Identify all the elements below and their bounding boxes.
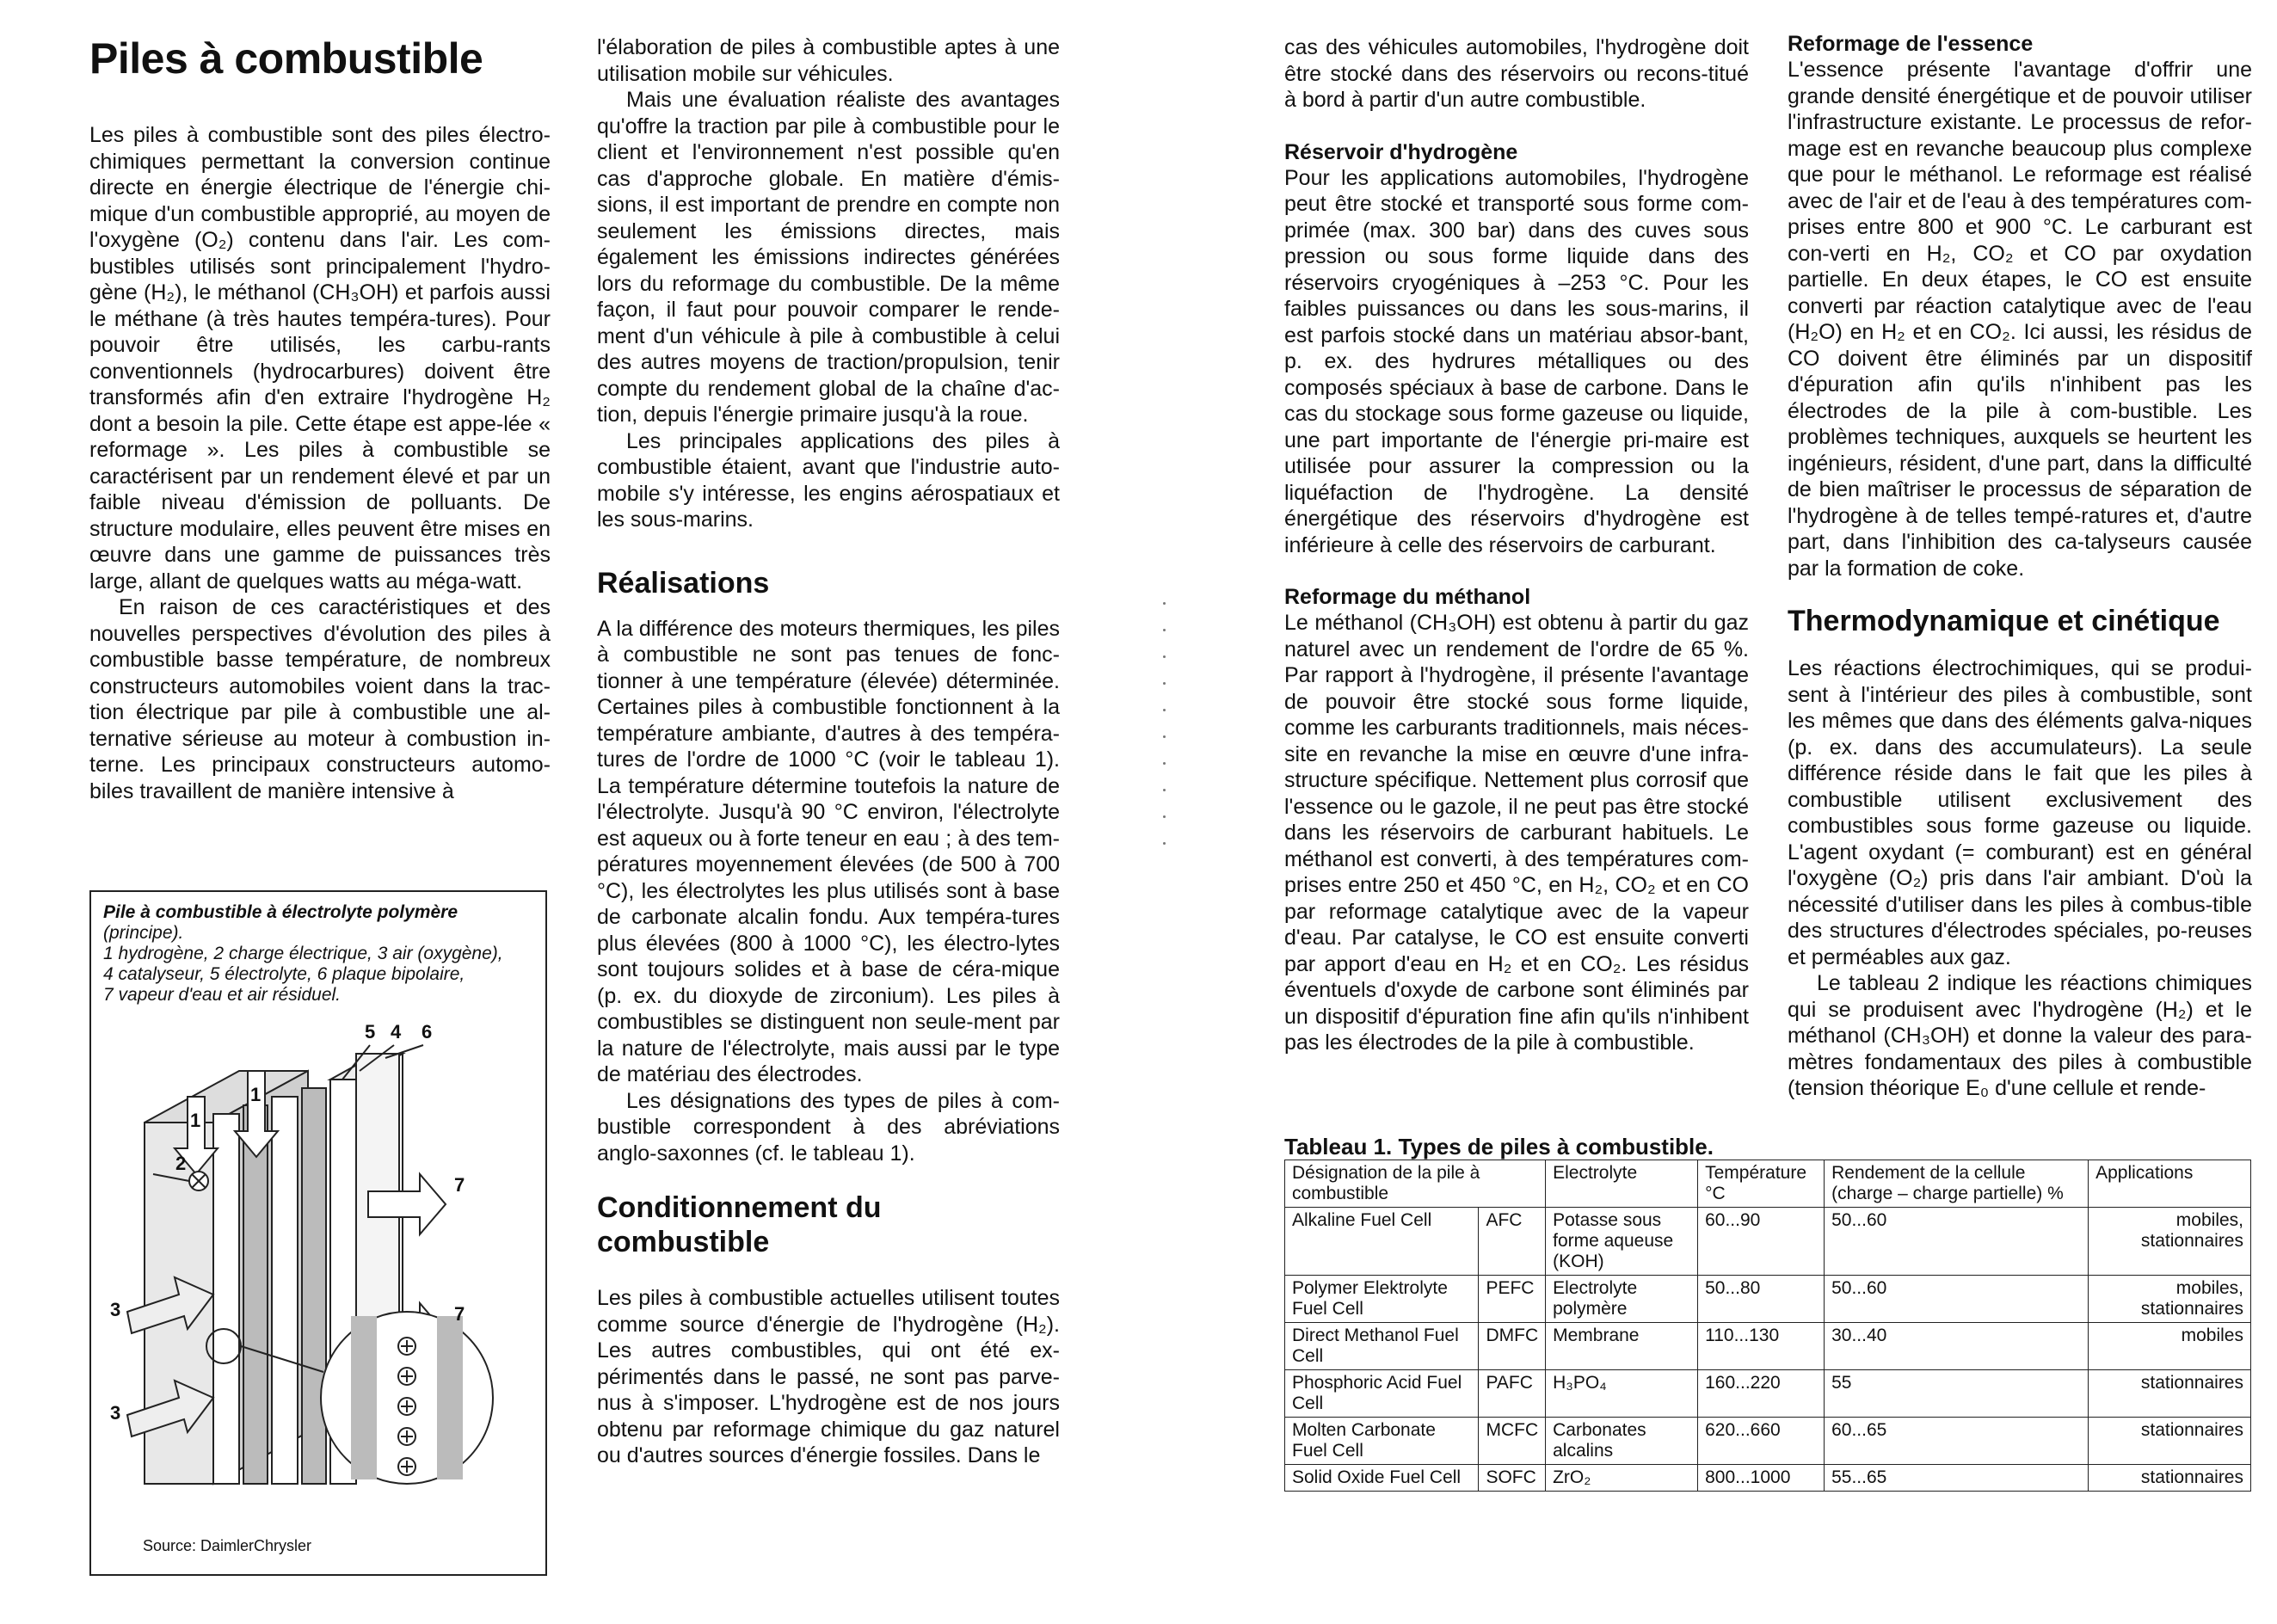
table-cell: Membrane <box>1546 1323 1698 1370</box>
table-cell: Molten Carbonate Fuel Cell <box>1285 1418 1479 1465</box>
left-column-1 <box>89 34 551 804</box>
section-heading-thermo: Thermodynamique et cinétique <box>1788 605 2220 637</box>
diagram-label: 5 <box>365 1021 376 1043</box>
diagram-label: 7 <box>454 1303 465 1325</box>
table-cell: mobiles <box>2089 1323 2251 1370</box>
diagram-label: 1 <box>250 1084 262 1105</box>
paragraph: Les désignations des types de piles à com-bustible correspondent à des abréviations anglo-saxonnes (cf. le tableau 1). <box>597 1088 1060 1166</box>
paragraph: l'élaboration de piles à combustible aptes à une utilisation mobile sur véhicules. <box>597 35 1060 86</box>
diagram-label: 7 <box>454 1174 465 1196</box>
table-row <box>1285 1276 2251 1323</box>
subheading-essence: Reformage de l'essence <box>1788 32 2034 56</box>
paragraph: A la différence des moteurs thermiques, les piles à combustible ne sont pas tenues de fonc-tionner à une température (élevée) déterminée. Certaines piles à combustible fonctionnent à la température ambiante, d'autres à des tempéra-tures de l'ordre de 1000 °C (voir le tableau 1). La température détermine toutefois la nature de l'électrolyte. Jusqu'à 90 °C environ, l'électrolyte est aqueux ou à forte teneur en eau ; à des tem-pératures moyennement élevées (de 500 à 700 °C), les électrolytes les plus utilisés sont à base de carbonate alcalin fondu. Aux tempéra-tures plus élevées (800 à 1000 °C), les électro-lytes sont toujours solides et à base de céra-mique (p. ex. du dioxyde de zirconium). Les piles à combustibles se distinguent non seule-ment par la nature de l'électrolyte, mais aussi par le type de matériau des électrodes. <box>597 616 1060 1086</box>
left-column-2 <box>597 34 1060 1469</box>
right-column-1 <box>1284 34 1749 1056</box>
paragraph: cas des véhicules automobiles, l'hydrogène doit être stocké dans des réservoirs ou recons-titué à bord à partir d'un autre combustible. <box>1284 35 1749 112</box>
table-cell: 50...60 <box>1825 1276 2089 1323</box>
table-header: Electrolyte <box>1546 1160 1698 1208</box>
paragraph: Mais une évaluation réaliste des avantages qu'offre la traction par pile à combustible pour le client et l'environnement n'est possible qu'en cas d'approche globale. En matière d'émis-sions, il est important de prendre en compte non seulement les émissions directes, mais également les émissions indirectes générées lors du reformage du combustible. De la même façon, il faut pour pouvoir comparer le rende-ment d'un véhicule à pile à combustible à celui des autres moyens de traction/propulsion, tenir compte du rendement global de la chaîne d'ac-tion, depuis l'énergie primaire jusqu'à la roue. <box>597 88 1060 427</box>
paragraph: Les principales applications des piles à combustible étaient, avant que l'industrie auto-mobile s'y intéresse, les engins aérospatiaux et les sous-marins. <box>597 428 1060 532</box>
diagram-label: 3 <box>110 1402 121 1424</box>
table-cell: AFC <box>1479 1208 1546 1276</box>
fuel-cell-diagram <box>93 1019 545 1501</box>
table-cell: stationnaires <box>2089 1418 2251 1465</box>
figure-caption-line: 7 vapeur d'eau et air résiduel. <box>103 985 342 1005</box>
paragraph: Pour les applications automobiles, l'hydrogène peut être stocké et transporté sous forme com-primée (max. 300 bar) dans des cuves sous pression ou sous forme liquide dans des réservoirs cryogéniques à –253 °C. Pour les faibles puissances ou dans les sous-marins, il est parfois stocké dans un matériau absor-bant, p. ex. des hydrures métalliques ou des composés spéciaux à base de carbone. Dans le cas du stockage sous forme gazeuse ou liquide, une part importante de l'énergie pri-maire est utilisée pour assurer la compression ou la liquéfaction de l'hydrogène. La densité énergétique des réservoirs d'hydrogène est inférieure à celle des réservoirs de carburant. <box>1284 165 1749 557</box>
left-page <box>0 0 1138 1624</box>
table-cell: Electrolyte polymère <box>1546 1276 1698 1323</box>
page-title: Piles à combustible <box>89 34 483 83</box>
section-heading-realisations: Réalisations <box>597 566 770 600</box>
figure-caption-line: (principe). <box>103 923 184 943</box>
diagram-label: 2 <box>175 1153 187 1174</box>
table-header: Rendement de la cellule (charge – charge partielle) % <box>1825 1160 2089 1208</box>
table-cell: 60...90 <box>1698 1208 1825 1276</box>
paragraph: L'essence présente l'avantage d'offrir une grande densité énergétique et de pouvoir utiliser l'infrastructure existante. Le processus de refor-mage est en revanche beaucoup plus complexe que pour le méthanol. Le reformage est réalisé avec de l'air et de l'eau à des températures com-prises entre 800 et 900 °C. Le carburant est con-verti en H₂, CO₂ et CO par oxydation partielle. En deux étapes, le CO est ensuite converti par réaction catalytique avec de l'eau (H₂O) en H₂ et en CO₂. Ici aussi, les résidus de CO doivent être éliminés par un dispositif d'épuration afin qu'ils n'inhibent pas les électrodes de la pile à com-bustible. Les problèmes techniques, auxquels se heurtent les ingénieurs, résident, d'une part, dans la difficulté de bien maîtriser le processus de séparation de l'hydrogène à de telles tempé-ratures et, d'autre part, dans l'inhibition des ca-talyseurs causée par la formation de coke. <box>1788 58 2252 581</box>
table-cell: 60...65 <box>1825 1418 2089 1465</box>
subheading-methanol: Reformage du méthanol <box>1284 585 1531 609</box>
table-cell: H₃PO₄ <box>1546 1370 1698 1418</box>
table-row <box>1285 1465 2251 1492</box>
diagram-label: 4 <box>391 1021 402 1043</box>
table-cell: stationnaires <box>2089 1370 2251 1418</box>
right-page <box>1138 0 2277 1624</box>
table-cell: SOFC <box>1479 1465 1546 1492</box>
table-cell: Phosphoric Acid Fuel Cell <box>1285 1370 1479 1418</box>
table-row <box>1285 1370 2251 1418</box>
table-cell: PAFC <box>1479 1370 1546 1418</box>
table-title: Tableau 1. Types de piles à combustible. <box>1284 1134 1714 1160</box>
table-cell: mobiles, stationnaires <box>2089 1208 2251 1276</box>
paragraph: Le méthanol (CH₃OH) est obtenu à partir du gaz naturel avec un rendement de l'ordre de 65 %. Par rapport à l'hydrogène, il présente l'avantage de pouvoir être stocké sous forme liquide, comme les carburants traditionnels, mais néces-site en revanche la mise en œuvre d'une infra-structure spécifique. Nettement plus corrosif que l'essence ou le gazole, il ne peut pas être stocké dans les réservoirs de carburant habituels. Le méthanol est converti, à des températures com-prises entre 250 et 450 °C, en H₂, CO₂ et en CO par reformage catalytique avec de la vapeur d'eau. Par catalyse, le CO est ensuite converti par apport d'eau en H₂ et en CO₂. Les résidus éventuels d'oxyde de carbone sont éliminés par un dispositif d'épuration fine afin qu'ils n'inhibent pas les électrodes de la pile à combustible. <box>1284 611 1749 1055</box>
table-cell: Polymer Elektrolyte Fuel Cell <box>1285 1276 1479 1323</box>
figure-caption-line: 4 catalyseur, 5 électrolyte, 6 plaque bipolaire, <box>103 964 465 984</box>
table-cell: 50...60 <box>1825 1208 2089 1276</box>
table-cell: 800...1000 <box>1698 1465 1825 1492</box>
paragraph: Les piles à combustible sont des piles électro-chimiques permettant la conversion continue directe en énergie électrique de l'énergie chi-mique d'un combustible approprié, au moyen de l'oxygène (O₂) contenu dans l'air. Les com-bustibles utilisés sont principalement l'hydro-gène (H₂), le méthanol (CH₃OH) et parfois aussi le méthane (à très hautes tempéra-tures). Pour pouvoir être utilisés, les carbu-rants conventionnels (hydrocarbures) doivent être transformés afin d'en extraire l'hydrogène H₂ dont a besoin la pile. Cette étape est appe-lée « reformage ». Les piles à combustible se caractérisent par un rendement élevé et par un faible niveau d'émission de polluants. De structure modulaire, elles peuvent être mises en œuvre dans une gamme de puissances très large, allant de quelques watts au méga-watt. <box>89 123 551 594</box>
table-cell: Solid Oxide Fuel Cell <box>1285 1465 1479 1492</box>
table-header: Applications <box>2089 1160 2251 1208</box>
fuel-cell-figure <box>89 890 547 1576</box>
table-cell: Carbonates alcalins <box>1546 1418 1698 1465</box>
right-column-2 <box>1788 31 2252 1102</box>
figure-caption-line: 1 hydrogène, 2 charge électrique, 3 air (oxygène), <box>103 944 503 963</box>
table-cell: 55 <box>1825 1370 2089 1418</box>
table-header: Désignation de la pile à combustible <box>1285 1160 1546 1208</box>
table-cell: Potasse sous forme aqueuse (KOH) <box>1546 1208 1698 1276</box>
table-cell: 160...220 <box>1698 1370 1825 1418</box>
table-cell: mobiles, stationnaires <box>2089 1276 2251 1323</box>
paragraph: Les piles à combustible actuelles utilisent toutes comme source d'énergie de l'hydrogène (H₂). Les autres combustibles, qui ont été ex-périmentés dans le passé, ne sont pas parve-nus à s'imposer. L'hydrogène est de nos jours obtenu par reformage chimique du gaz naturel ou d'autres sources d'énergie fossiles. Dans le <box>597 1286 1060 1467</box>
fuel-cell-types-table <box>1284 1160 2251 1492</box>
table-cell: ZrO₂ <box>1546 1465 1698 1492</box>
table-cell: 30...40 <box>1825 1323 2089 1370</box>
table-row <box>1285 1208 2251 1276</box>
table-row <box>1285 1323 2251 1370</box>
subheading-reservoir: Réservoir d'hydrogène <box>1284 139 1518 164</box>
table-cell: 50...80 <box>1698 1276 1825 1323</box>
table-cell: PEFC <box>1479 1276 1546 1323</box>
section-heading-conditionnement: Conditionnement du combustible <box>597 1191 882 1258</box>
table-header: Température °C <box>1698 1160 1825 1208</box>
table-cell: Alkaline Fuel Cell <box>1285 1208 1479 1276</box>
paragraph: En raison de ces caractéristiques et des nouvelles perspectives d'évolution des piles à combustible basse température, de nombreux constructeurs automobiles voient dans la trac-tion électrique par pile à combustible une al-ternative sérieuse au moteur à combustion in-terne. Les principaux constructeurs automo-biles travaillent de manière intensive à <box>89 595 551 803</box>
table-cell: MCFC <box>1479 1418 1546 1465</box>
figure-caption <box>103 902 542 1006</box>
table-cell: 55...65 <box>1825 1465 2089 1492</box>
table-cell: 110...130 <box>1698 1323 1825 1370</box>
table-cell: stationnaires <box>2089 1465 2251 1492</box>
figure-source: Source: DaimlerChrysler <box>143 1537 312 1554</box>
diagram-label: 1 <box>190 1110 201 1131</box>
table-cell: DMFC <box>1479 1323 1546 1370</box>
paragraph: Le tableau 2 indique les réactions chimiques qui se produisent avec l'hydrogène (H₂) et le méthanol (CH₃OH) et donne la valeur des para-mètres fondamentaux des piles à combustible (tension théorique E₀ d'une cellule et rende- <box>1788 971 2252 1100</box>
figure-caption-title: Pile à combustible à électrolyte polymère <box>103 902 458 922</box>
diagram-label: 6 <box>422 1021 433 1043</box>
diagram-label: 3 <box>110 1299 121 1320</box>
table-header-row <box>1285 1160 2251 1208</box>
table-cell: Direct Methanol Fuel Cell <box>1285 1323 1479 1370</box>
table-cell: 620...660 <box>1698 1418 1825 1465</box>
paragraph: Les réactions électrochimiques, qui se produi-sent à l'intérieur des piles à combustible, sont les mêmes que dans des éléments galva-niques (p. ex. dans des accumulateurs). La seule différence réside dans le fait que les piles à combustible utilisent exclusivement des combustibles sous forme gazeuse ou liquide. L'agent oxydant (= comburant) est en général l'oxygène (O₂) pris dans l'air ambiant. D'où la nécessité d'utiliser dans les piles à combus-tible des structures d'électrodes spéciales, po-reuses et perméables aux gaz. <box>1788 656 2252 969</box>
table-row <box>1285 1418 2251 1465</box>
